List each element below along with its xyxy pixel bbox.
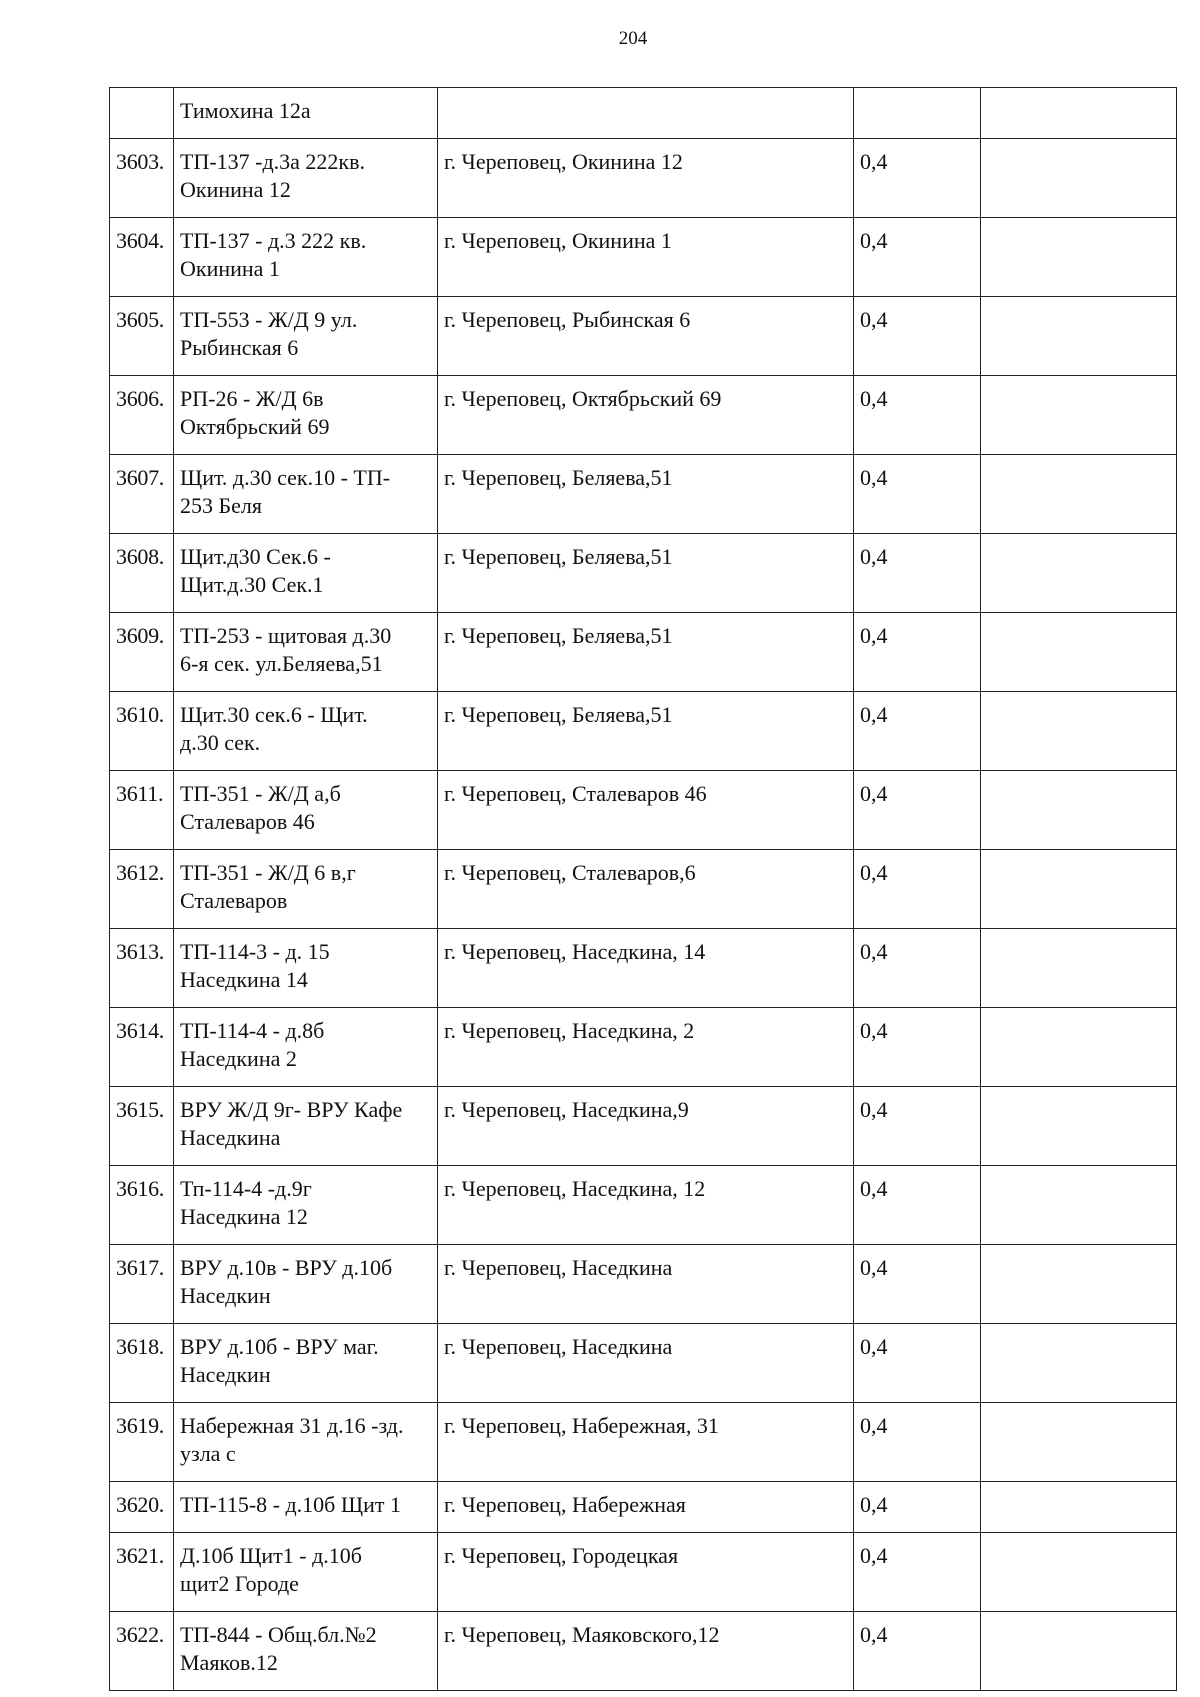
object-name-line: Наседкин xyxy=(180,1283,271,1308)
table-row xyxy=(110,218,1177,297)
row-number-cell: 3606. xyxy=(110,376,174,455)
object-name-line: Наседкина xyxy=(180,1125,281,1150)
address-cell: г. Череповец, Наседкина,9 xyxy=(438,1087,854,1166)
table-row xyxy=(110,1403,1177,1482)
object-name-line: Щит.д.30 Сек.1 xyxy=(180,572,324,597)
object-name-cell xyxy=(174,1008,438,1087)
object-name-line: Тп-114-4 -д.9г xyxy=(180,1176,312,1201)
object-name-cell xyxy=(174,1403,438,1482)
row-number-cell: 3605. xyxy=(110,297,174,376)
object-name-cell xyxy=(174,1482,438,1533)
row-number-cell: 3622. xyxy=(110,1612,174,1691)
table-row-continuation xyxy=(110,88,1177,139)
row-number-cell: 3607. xyxy=(110,455,174,534)
row-number-cell: 3603. xyxy=(110,139,174,218)
extra-cell xyxy=(981,376,1177,455)
object-name-cell xyxy=(174,1245,438,1324)
address-cell: г. Череповец, Наседкина xyxy=(438,1245,854,1324)
table-row xyxy=(110,613,1177,692)
address-cell: г. Череповец, Беляева,51 xyxy=(438,534,854,613)
object-name-line: Щит. д.30 сек.10 - ТП- xyxy=(180,465,391,490)
object-name-cell xyxy=(174,929,438,1008)
object-name-cell xyxy=(174,1324,438,1403)
row-number-cell: 3618. xyxy=(110,1324,174,1403)
extra-cell xyxy=(981,297,1177,376)
row-number-cell: 3604. xyxy=(110,218,174,297)
object-name-cell xyxy=(174,613,438,692)
object-name-line: Маяков.12 xyxy=(180,1650,278,1675)
object-name-line: Октябрьский 69 xyxy=(180,414,330,439)
object-name-line: ТП-351 - Ж/Д а,б xyxy=(180,781,341,806)
object-name-cell: Тимохина 12а xyxy=(174,88,438,139)
table-row xyxy=(110,1482,1177,1533)
row-number-cell: 3609. xyxy=(110,613,174,692)
row-number-cell: 3612. xyxy=(110,850,174,929)
object-name-line: щит2 Городе xyxy=(180,1571,299,1596)
address-cell: г. Череповец, Сталеваров 46 xyxy=(438,771,854,850)
extra-cell xyxy=(981,1008,1177,1087)
voltage-cell: 0,4 xyxy=(854,1612,981,1691)
voltage-cell: 0,4 xyxy=(854,850,981,929)
object-name-line: Рыбинская 6 xyxy=(180,335,299,360)
object-name-line: ТП-137 - д.3 222 кв. xyxy=(180,228,367,253)
extra-cell xyxy=(981,1612,1177,1691)
row-number-cell: 3621. xyxy=(110,1533,174,1612)
address-cell: г. Череповец, Беляева,51 xyxy=(438,692,854,771)
extra-cell xyxy=(981,88,1177,139)
object-name-cell xyxy=(174,1166,438,1245)
object-name-line: Сталеваров xyxy=(180,888,288,913)
address-cell: г. Череповец, Набережная xyxy=(438,1482,854,1533)
registry-table xyxy=(109,87,1177,1691)
object-name-cell xyxy=(174,218,438,297)
object-name-line: ТП-137 -д.3а 222кв. xyxy=(180,149,366,174)
extra-cell xyxy=(981,1166,1177,1245)
address-cell: г. Череповец, Беляева,51 xyxy=(438,455,854,534)
extra-cell xyxy=(981,771,1177,850)
address-cell: г. Череповец, Окинина 1 xyxy=(438,218,854,297)
row-number-cell: 3620. xyxy=(110,1482,174,1533)
extra-cell xyxy=(981,929,1177,1008)
row-number-cell: 3617. xyxy=(110,1245,174,1324)
address-cell: г. Череповец, Наседкина, 14 xyxy=(438,929,854,1008)
address-cell: г. Череповец, Сталеваров,6 xyxy=(438,850,854,929)
address-cell: г. Череповец, Городецкая xyxy=(438,1533,854,1612)
voltage-cell: 0,4 xyxy=(854,929,981,1008)
address-cell: г. Череповец, Маяковского,12 xyxy=(438,1612,854,1691)
object-name-line: ТП-114-4 - д.8б xyxy=(180,1018,325,1043)
table-row xyxy=(110,929,1177,1008)
object-name-line: Щит.30 сек.6 - Щит. xyxy=(180,702,368,727)
object-name-line: Наседкина 2 xyxy=(180,1046,297,1071)
object-name-line: РП-26 - Ж/Д 6в xyxy=(180,386,324,411)
object-name-line: ВРУ д.10б - ВРУ маг. xyxy=(180,1334,379,1359)
object-name-cell xyxy=(174,1612,438,1691)
address-cell: г. Череповец, Наседкина xyxy=(438,1324,854,1403)
address-cell xyxy=(438,88,854,139)
table-row xyxy=(110,692,1177,771)
voltage-cell: 0,4 xyxy=(854,139,981,218)
address-cell: г. Череповец, Наседкина, 12 xyxy=(438,1166,854,1245)
object-name-line: Наседкин xyxy=(180,1362,271,1387)
extra-cell xyxy=(981,1245,1177,1324)
extra-cell xyxy=(981,139,1177,218)
voltage-cell: 0,4 xyxy=(854,1403,981,1482)
address-cell: г. Череповец, Беляева,51 xyxy=(438,613,854,692)
object-name-line: д.30 сек. xyxy=(180,730,261,755)
address-cell: г. Череповец, Наседкина, 2 xyxy=(438,1008,854,1087)
address-cell: г. Череповец, Рыбинская 6 xyxy=(438,297,854,376)
voltage-cell: 0,4 xyxy=(854,771,981,850)
row-number-cell: 3619. xyxy=(110,1403,174,1482)
object-name-cell xyxy=(174,1533,438,1612)
registry-table-body xyxy=(110,88,1177,1691)
object-name-cell xyxy=(174,297,438,376)
address-cell: г. Череповец, Набережная, 31 xyxy=(438,1403,854,1482)
table-row xyxy=(110,1166,1177,1245)
table-row xyxy=(110,771,1177,850)
table-row xyxy=(110,297,1177,376)
object-name-line: узла с xyxy=(180,1441,236,1466)
table-row xyxy=(110,1087,1177,1166)
extra-cell xyxy=(981,534,1177,613)
voltage-cell: 0,4 xyxy=(854,692,981,771)
object-name-line: ТП-253 - щитовая д.30 xyxy=(180,623,392,648)
address-cell: г. Череповец, Октябрьский 69 xyxy=(438,376,854,455)
address-cell: г. Череповец, Окинина 12 xyxy=(438,139,854,218)
object-name-cell xyxy=(174,534,438,613)
row-number-cell: 3615. xyxy=(110,1087,174,1166)
object-name-line: Щит.д30 Сек.6 - xyxy=(180,544,331,569)
object-name-line: ТП-553 - Ж/Д 9 ул. xyxy=(180,307,358,332)
object-name-line: ТП-115-8 - д.10б Щит 1 xyxy=(180,1492,401,1517)
object-name-line: Д.10б Щит1 - д.10б xyxy=(180,1543,362,1568)
row-number-cell: 3613. xyxy=(110,929,174,1008)
object-name-cell xyxy=(174,771,438,850)
extra-cell xyxy=(981,1533,1177,1612)
object-name-line: 253 Беля xyxy=(180,493,262,518)
table-row xyxy=(110,1612,1177,1691)
object-name-line: 6-я сек. ул.Беляева,51 xyxy=(180,651,383,676)
row-number-cell xyxy=(110,88,174,139)
object-name-line: ВРУ Ж/Д 9г- ВРУ Кафе xyxy=(180,1097,403,1122)
voltage-cell: 0,4 xyxy=(854,218,981,297)
object-name-line: ТП-844 - Общ.бл.№2 xyxy=(180,1622,377,1647)
table-row xyxy=(110,1324,1177,1403)
table-row xyxy=(110,534,1177,613)
extra-cell xyxy=(981,1324,1177,1403)
object-name-cell xyxy=(174,376,438,455)
voltage-cell: 0,4 xyxy=(854,1533,981,1612)
row-number-cell: 3616. xyxy=(110,1166,174,1245)
row-number-cell: 3611. xyxy=(110,771,174,850)
table-row xyxy=(110,455,1177,534)
voltage-cell: 0,4 xyxy=(854,1324,981,1403)
table-row xyxy=(110,850,1177,929)
object-name-line: ВРУ д.10в - ВРУ д.10б xyxy=(180,1255,393,1280)
object-name-line: ТП-114-3 - д. 15 xyxy=(180,939,330,964)
table-row xyxy=(110,1245,1177,1324)
object-name-line: ТП-351 - Ж/Д 6 в,г xyxy=(180,860,356,885)
extra-cell xyxy=(981,1482,1177,1533)
voltage-cell: 0,4 xyxy=(854,1245,981,1324)
voltage-cell: 0,4 xyxy=(854,534,981,613)
table-row xyxy=(110,139,1177,218)
voltage-cell xyxy=(854,88,981,139)
object-name-cell xyxy=(174,1087,438,1166)
voltage-cell: 0,4 xyxy=(854,613,981,692)
object-name-cell xyxy=(174,455,438,534)
object-name-line: Наседкина 12 xyxy=(180,1204,308,1229)
object-name-line: Окинина 12 xyxy=(180,177,291,202)
object-name-line: Сталеваров 46 xyxy=(180,809,315,834)
row-number-cell: 3608. xyxy=(110,534,174,613)
voltage-cell: 0,4 xyxy=(854,297,981,376)
row-number-cell: 3614. xyxy=(110,1008,174,1087)
extra-cell xyxy=(981,850,1177,929)
voltage-cell: 0,4 xyxy=(854,1166,981,1245)
object-name-line: Набережная 31 д.16 -зд. xyxy=(180,1413,404,1438)
table-row xyxy=(110,1008,1177,1087)
extra-cell xyxy=(981,1403,1177,1482)
extra-cell xyxy=(981,1087,1177,1166)
table-row xyxy=(110,1533,1177,1612)
voltage-cell: 0,4 xyxy=(854,376,981,455)
voltage-cell: 0,4 xyxy=(854,455,981,534)
object-name-cell xyxy=(174,139,438,218)
object-name-line: Наседкина 14 xyxy=(180,967,308,992)
extra-cell xyxy=(981,613,1177,692)
page-number: 204 xyxy=(618,28,648,49)
voltage-cell: 0,4 xyxy=(854,1482,981,1533)
extra-cell xyxy=(981,692,1177,771)
voltage-cell: 0,4 xyxy=(854,1008,981,1087)
extra-cell xyxy=(981,218,1177,297)
table-row xyxy=(110,376,1177,455)
extra-cell xyxy=(981,455,1177,534)
object-name-cell xyxy=(174,850,438,929)
object-name-cell xyxy=(174,692,438,771)
object-name-line: Окинина 1 xyxy=(180,256,280,281)
row-number-cell: 3610. xyxy=(110,692,174,771)
voltage-cell: 0,4 xyxy=(854,1087,981,1166)
